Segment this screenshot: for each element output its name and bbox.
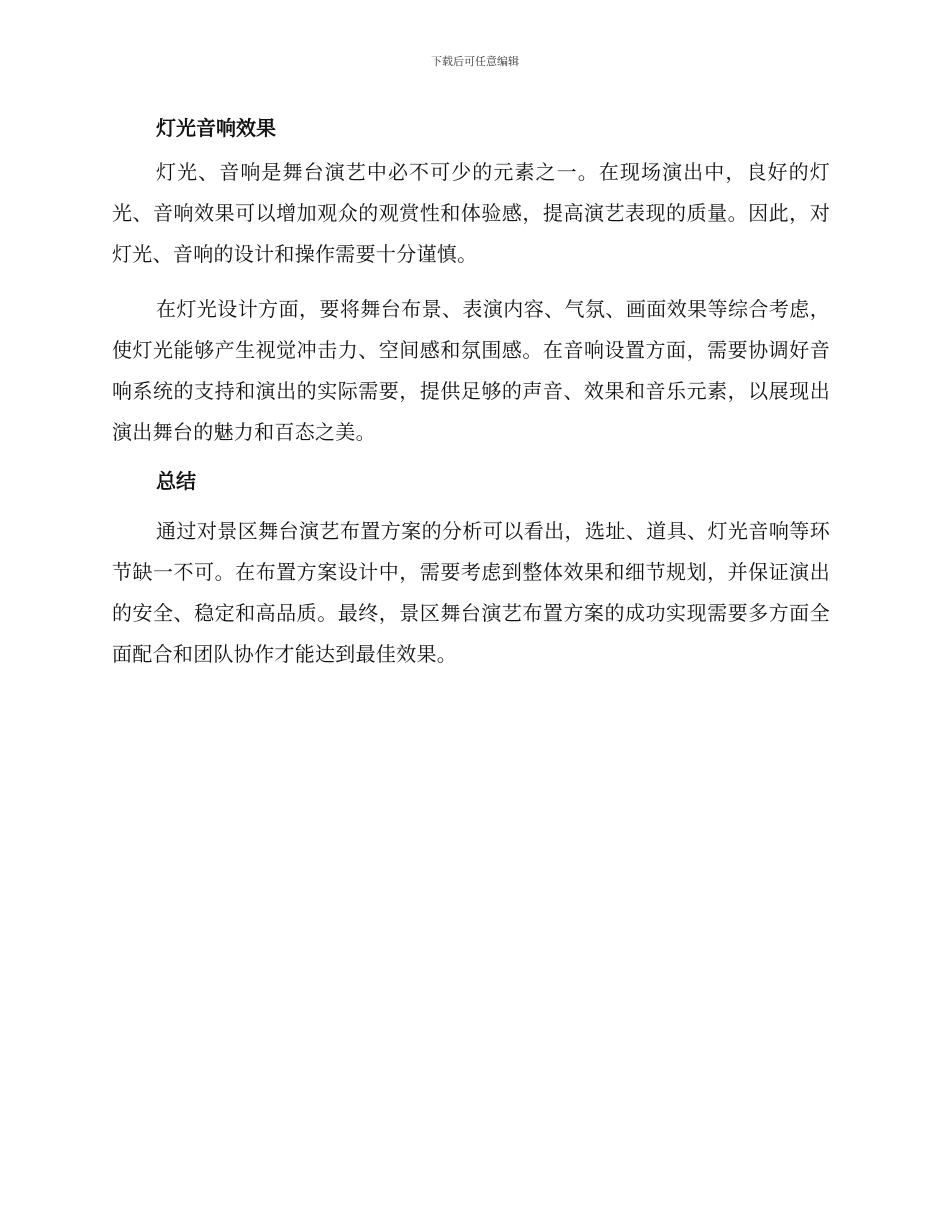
page-header: 下载后可任意编辑 bbox=[431, 55, 519, 68]
document-body bbox=[112, 110, 830, 675]
section-heading-lighting-sound: 灯光音响效果 bbox=[156, 116, 276, 140]
section-heading-summary: 总结 bbox=[156, 469, 196, 493]
paragraph-lighting-intro: 灯光、音响是舞台演艺中必不可少的元素之一。在现场演出中，良好的灯光、音响效果可以增加观众的观赏性和体验感，提高演艺表现的质量。因此，对灯光、音响的设计和操作需要十分谨慎。 bbox=[112, 160, 830, 266]
paragraph-lighting-design: 在灯光设计方面，要将舞台布景、表演内容、气氛、画面效果等综合考虑，使灯光能够产生视觉冲击力、空间感和氛围感。在音响设置方面，需要协调好音响系统的支持和演出的实际需要，提供足够的声音、效果和音乐元素，以展现出演出舞台的魅力和百态之美。 bbox=[112, 297, 830, 444]
paragraph-summary: 通过对景区舞台演艺布置方案的分析可以看出，选址、道具、灯光音响等环节缺一不可。在布置方案设计中，需要考虑到整体效果和细节规划，并保证演出的安全、稳定和高品质。最终，景区舞台演艺布置方案的成功实现需要多方面全面配合和团队协作才能达到最佳效果。 bbox=[112, 519, 830, 666]
